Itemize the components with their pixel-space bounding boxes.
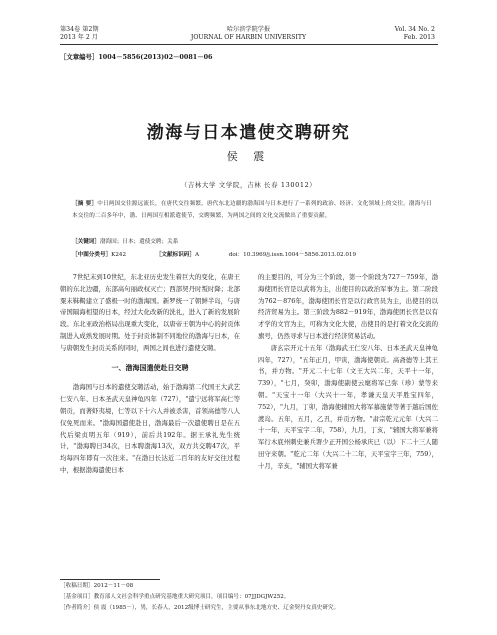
- keywords-text: 渤海国；日本；遣使交聘；关系: [99, 239, 179, 245]
- running-header-right: [395, 26, 435, 42]
- journal-name-cn: 哈尔滨学院学报: [226, 26, 271, 33]
- footnotes: [60, 581, 440, 614]
- article-number: [60, 52, 213, 61]
- doi: doi：10.3969/j.issn.1004－5856.2013.02.019: [228, 252, 357, 258]
- author-bio: ［作者简介］侯 震（1985－），男，长春人，2012级博士研究生，主要从事东北地方史、辽金契丹女真史研究。: [60, 605, 340, 611]
- document-code-value: A: [194, 252, 200, 258]
- abstract-text: 中日两国交往源远流长，在唐代交往频繁，唐代东北边疆的渤海国与日本进行了一系列的政治、经济、文化领域上的交往。渤海与日本交往的二百多年中，渤、日两国互相派遣使节，交聘频繁，为两国之间的文化交流做出了重要贡献。: [72, 201, 432, 219]
- issue-date-en: Feb. 2013: [403, 34, 435, 41]
- received-date: ［收稿日期］2012－11－08: [60, 583, 134, 589]
- author-affiliation: （吉林大学 文学院，吉林 长春 130012）: [180, 181, 317, 189]
- body-paragraph: 渤海国与日本的遣使交聘活动，始于渤海第二代国王大武艺仁安八年、日本圣武天皇神龟四年（727），"遣宁远将军高仁等朝贡，而著虾夷境，仁等以下十六人并被杀害，首领高德等八人仅免死而来。"渤海国遣使赴日，渤海最后一次遣使聘日是在五代后梁贞明五年（919），前后共192年。据王承礼先生统计，"渤海聘日34次，日本聘渤海13次，双方共交聘47次，平均每四年即有一次往来。"在渤日长达近二百年的友好交往过程中，根据渤海遣使日本: [60, 383, 240, 474]
- journal-name-en: JOURNAL OF HARBIN UNIVERSITY: [190, 34, 307, 41]
- abstract-label: ［摘 要］: [72, 201, 98, 207]
- article-number-label: ［文章编号］: [60, 53, 99, 61]
- body-column-left: [60, 272, 240, 477]
- body-paragraph: 唐玄宗开元十五年（渤海武王仁安八年、日本圣武天皇神龟四年，727），"五年正月，甲寅，渤海使朝贡。高斋德等上其王书，并方物。"开元二十七年（文王大兴二年，天平十一年，739），"七月，癸卯，渤海使副使云麾将军已弥（珍）蒙等来朝。"天宝十一年（大兴十一年，孝谦天皇天平胜宝四年，752），"九月，丁卯，渤海使辅国大将军慕施蒙等著于越后国佐渡岛。五年，五月，乙丑，并贡方物。"肃宗乾元元年（大兴二十一年，天平宝字二年，758），九月，丁亥，"辅国大将军兼将军行木底州刺史兼兵署少正开国公杨承庆已（以）下二十三人随田守来朝。"乾元二年（大兴二十二年，天平宝字三年，759），十月，辛亥，"辅国大将军兼: [258, 343, 438, 470]
- document-code: [156, 252, 213, 258]
- fund-info: ［基金项目］教育部人文社会科学重点研究基地重大研究项目，项目编号：07JJDGJW252。: [60, 594, 290, 600]
- abstract: [72, 198, 432, 222]
- issue-date: 2013 年 2 月: [60, 34, 98, 41]
- volume-issue: 第34卷 第2期: [60, 26, 99, 33]
- article-title: 渤海与日本遣使交聘研究: [146, 123, 351, 143]
- body-paragraph: 的主要目的，可分为三个阶段，第一个阶段为727－759年，渤海使团长官是以武将为主，出使目的以政治军事为主。第二阶段为762－876年，渤海使团长官是以行政官员为主，出使目的以经济贸易为主。第三阶段为882－919年，渤海使团长官是以有才学的文官为主，可称为文化大使，出使目的是打着文化交流的旗号，仍然寻求与日本进行经济贸易活动。: [258, 273, 438, 340]
- clc: [72, 252, 140, 258]
- keywords-label: ［关键词］: [72, 239, 100, 245]
- body-paragraph: 7世纪末到10世纪，东北亚历史发生着巨大的变化，在唐王朝的东北边疆，东部高句丽政权灭亡；西部契丹时叛时降；北部粟末靺鞨建立了盛极一时的渤海国。新罗统一了朝鲜半岛，与唐帝国隔海相望的日本，经过大化改新的洗礼，进入了新的发展阶段。东北亚政治格局出现重大变化，以唐帝王朝为中心的封贡体制进入成熟发展时期。处于封贡体制不同地位的渤海与日本，在与唐朝发生封贡关系的同时，两国之间也进行遣使交聘。: [60, 273, 240, 352]
- article-number-value: 1004－5856(2013)02－0081－06: [98, 53, 213, 61]
- clc-value: K242: [111, 252, 127, 258]
- footnote-rule: [60, 579, 160, 580]
- document-code-label: ［文献标识码］: [155, 252, 195, 258]
- header-rule: [60, 44, 438, 45]
- article-author: 侯 震: [226, 150, 271, 163]
- clc-label: ［中图分类号］: [72, 252, 112, 258]
- classification-line: [72, 250, 432, 258]
- body-column-right: [258, 272, 438, 473]
- section-heading: 一、渤海国遣使赴日交聘: [111, 363, 189, 372]
- volume-issue-en: Vol. 34 No. 2: [394, 26, 435, 33]
- keywords: [72, 237, 432, 245]
